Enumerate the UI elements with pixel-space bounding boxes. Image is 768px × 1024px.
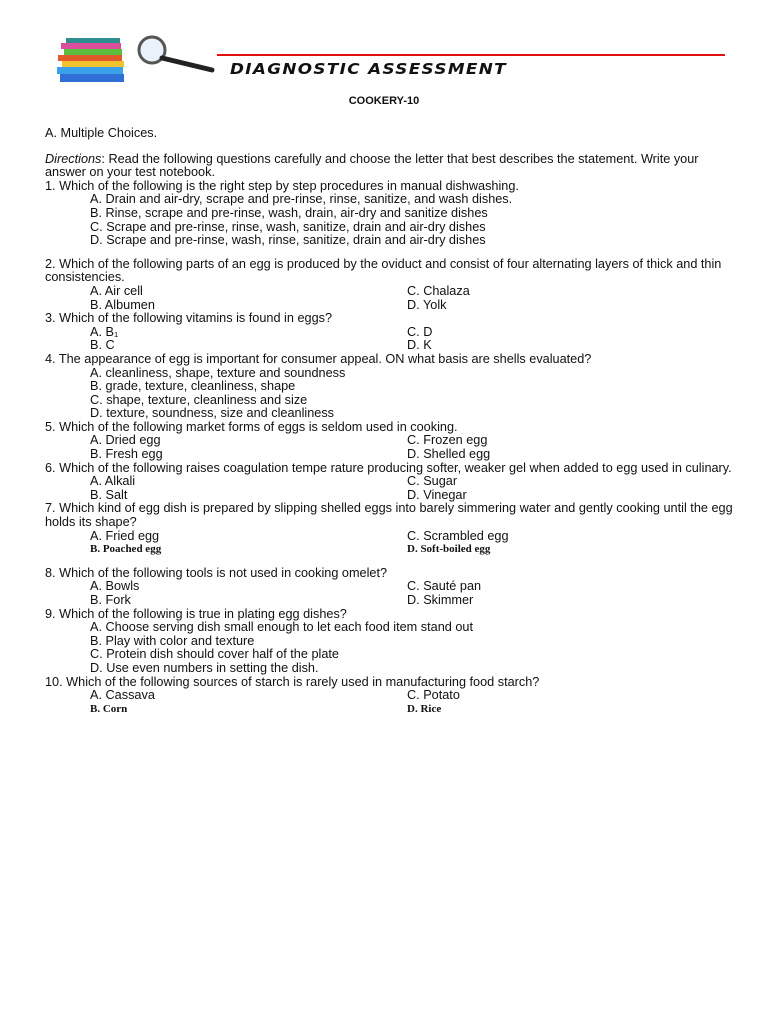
option: C. Scrambled egg <box>407 528 509 543</box>
question-7: 7. Which kind of egg dish is prepared by slipping shelled eggs into barely simmering water and gently cooking until the egg holds its shape? <box>45 501 733 530</box>
question-6: 6. Which of the following raises coagulation tempe rature producing softer, weaker gel when added to egg used in culinary. <box>45 460 732 475</box>
option: D. Yolk <box>407 297 447 312</box>
header-rule <box>217 54 725 56</box>
option: A. Cassava <box>90 688 155 703</box>
option: B. grade, texture, cleanliness, shape <box>90 379 296 394</box>
section-title: A. Multiple Choices. <box>45 126 158 140</box>
options-grid <box>45 689 735 716</box>
option: A. Alkali <box>90 474 136 489</box>
option: D. Soft-boiled egg <box>407 543 491 556</box>
books-magnifier-icon <box>52 34 222 86</box>
option: C. Chalaza <box>407 283 470 298</box>
question-10: 10. Which of the following sources of starch is rarely used in manufacturing food starch? <box>45 674 540 689</box>
options-grid <box>45 326 735 353</box>
document-header <box>52 34 682 90</box>
option: C. Protein dish should cover half of the plate <box>90 647 339 662</box>
option: B. Salt <box>90 487 128 502</box>
option: A. Drain and air-dry, scrape and pre-rinse, rinse, sanitize, and wash dishes. <box>90 192 513 207</box>
document-title: DIAGNOSTIC ASSESSMENT <box>230 60 507 78</box>
subject-title: COOKERY-10 <box>348 95 420 107</box>
option: B. Fork <box>90 593 131 607</box>
option: D. Skimmer <box>407 593 474 607</box>
option: C. shape, texture, cleanliness and size <box>90 392 308 407</box>
question-9: 9. Which of the following is true in plating egg dishes? <box>45 606 347 621</box>
options-grid <box>45 530 735 557</box>
options-grid <box>45 475 735 502</box>
directions-label: Directions <box>45 151 102 166</box>
option: B. Poached egg <box>90 543 162 556</box>
option: D. K <box>407 338 432 353</box>
option: A. Air cell <box>90 283 143 298</box>
question-3: 3. Which of the following vitamins is found in eggs? <box>45 311 333 326</box>
options-grid <box>45 434 735 461</box>
directions <box>45 153 735 180</box>
option: B. Albumen <box>90 297 155 312</box>
option: A. Fried egg <box>90 528 160 543</box>
option: B. C <box>90 338 115 353</box>
option: C. Potato <box>407 688 460 703</box>
option: C. D <box>407 324 433 339</box>
option: C. Sugar <box>407 474 458 489</box>
options-grid <box>45 285 735 312</box>
option: A. cleanliness, shape, texture and soundness <box>90 365 346 380</box>
option: A. Choose serving dish small enough to let each food item stand out <box>90 620 473 635</box>
option: B. Corn <box>90 702 128 715</box>
option: D. Scrape and pre-rinse, wash, rinse, sanitize, drain and air-dry dishes <box>90 233 486 248</box>
question-8: 8. Which of the following tools is not used in cooking omelet? <box>45 565 388 580</box>
question-5: 5. Which of the following market forms of eggs is seldom used in cooking. <box>45 419 458 434</box>
question-4: 4. The appearance of egg is important for consumer appeal. ON what basis are shells evaluated? <box>45 351 592 366</box>
option: A. Bowls <box>90 579 140 594</box>
directions-text: : Read the following questions carefully and choose the letter that best describes the statement. Write your answer on your test notebook. <box>45 151 699 180</box>
option: D. Vinegar <box>407 487 467 502</box>
option: C. Frozen egg <box>407 433 488 448</box>
option: B. Rinse, scrape and pre-rinse, wash, drain, air-dry and sanitize dishes <box>90 205 488 220</box>
question-1: 1. Which of the following is the right step by step procedures in manual dishwashing. <box>45 178 519 193</box>
option: B. Play with color and texture <box>90 633 255 648</box>
option: D. Rice <box>407 702 442 715</box>
assessment-body <box>45 127 735 716</box>
option: D. Use even numbers in setting the dish. <box>90 660 319 675</box>
option: C. Scrape and pre-rinse, rinse, wash, sanitize, drain and air-dry dishes <box>90 219 486 234</box>
question-2: 2. Which of the following parts of an egg is produced by the oviduct and consist of four alternating layers of thick and thin consistencies. <box>45 256 722 285</box>
option: A. B₁ <box>90 324 119 339</box>
options-grid <box>45 580 735 607</box>
option: B. Fresh egg <box>90 447 163 462</box>
option: C. Sauté pan <box>407 579 482 594</box>
option: D. Shelled egg <box>407 447 491 462</box>
option: D. texture, soundness, size and cleanliness <box>90 406 335 421</box>
option: A. Dried egg <box>90 433 161 448</box>
